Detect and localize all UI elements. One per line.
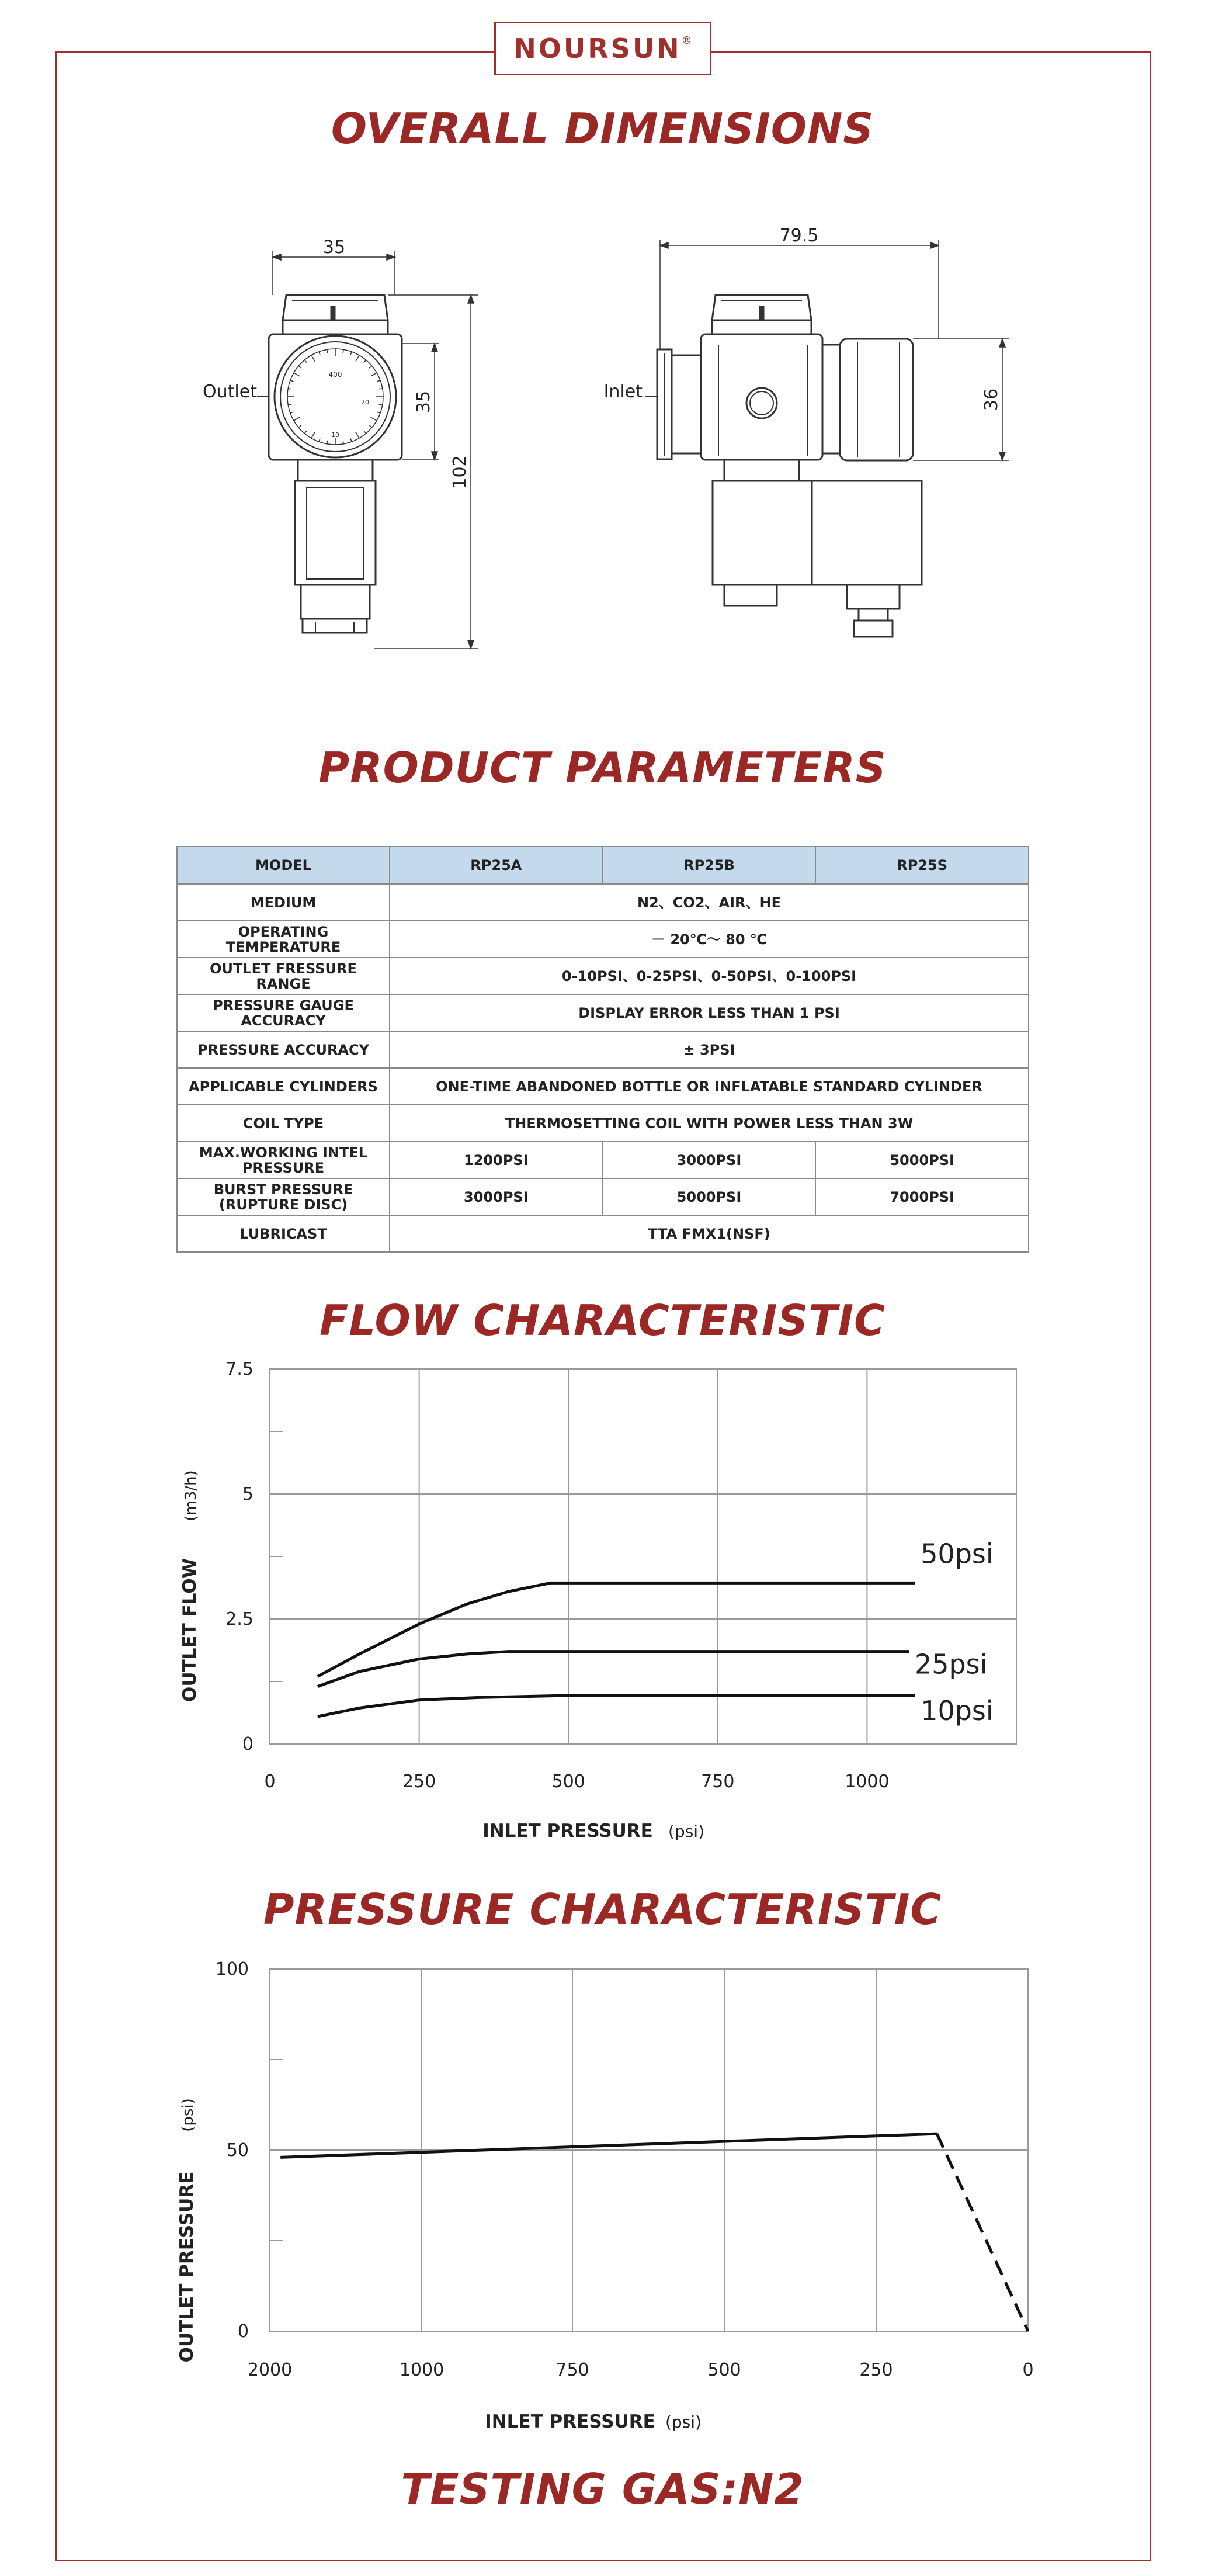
- header-rp25b: RP25B: [603, 847, 816, 884]
- pressure-chart: [0, 1951, 1205, 2432]
- gauge-tick: [327, 349, 328, 353]
- front-width-label: 35: [322, 237, 346, 258]
- pressure-xtick: 250: [859, 2360, 893, 2380]
- header-rp25a: RP25A: [390, 847, 603, 884]
- pressure-xtick: 0: [1022, 2360, 1034, 2380]
- table-row: [177, 884, 1029, 921]
- row-value: N2、CO2、AIR、HE: [390, 884, 1029, 921]
- row-value: ± 3PSI: [390, 1031, 1029, 1068]
- gauge-tick: [288, 404, 291, 405]
- pressure-xtick: 750: [555, 2360, 589, 2380]
- table-row: [177, 1142, 1029, 1178]
- flow-ytick: 2.5: [225, 1609, 253, 1629]
- pressure-xlabel: INLET PRESSURE: [485, 2411, 655, 2432]
- table-row: [177, 958, 1029, 994]
- pressure-series-dashed: [937, 2134, 1028, 2331]
- registered-mark: ®: [681, 34, 692, 47]
- row-value-rp25s: 5000PSI: [815, 1142, 1029, 1178]
- row-label: BURST PRESSURE (RUPTURE DISC): [177, 1178, 390, 1215]
- flow-ytick: 0: [242, 1734, 253, 1755]
- table-row: [177, 1178, 1029, 1215]
- flow-ytick: 5: [242, 1484, 253, 1504]
- flow-plot-frame: [270, 1369, 1016, 1744]
- flow-xtick: 250: [402, 1771, 436, 1792]
- flow-series-label: 50psi: [921, 1538, 994, 1570]
- header-rp25s: RP25S: [815, 847, 1029, 884]
- row-value: ONE-TIME ABANDONED BOTTLE OR INFLATABLE STANDARD CYLINDER: [390, 1068, 1029, 1105]
- row-label: COIL TYPE: [177, 1105, 390, 1142]
- flow-xtick: 0: [264, 1771, 276, 1792]
- row-label: APPLICABLE CYLINDERS: [177, 1068, 390, 1105]
- flow-xtick: 1000: [845, 1771, 890, 1792]
- row-label: OPERATING TEMPERATURE: [177, 921, 390, 958]
- pressure-ytick: 100: [215, 1959, 249, 1979]
- flow-xtick: 750: [701, 1771, 735, 1792]
- row-value: DISPLAY ERROR LESS THAN 1 PSI: [390, 994, 1029, 1031]
- row-label: LUBRICAST: [177, 1215, 390, 1252]
- gauge-tick: [379, 404, 383, 405]
- row-value-rp25a: 3000PSI: [390, 1178, 603, 1215]
- flow-series-10psi: [318, 1696, 915, 1717]
- table-row: [177, 994, 1029, 1031]
- parameters-table: [176, 846, 1029, 1253]
- pressure-ylabel: OUTLET PRESSURE: [176, 2171, 197, 2363]
- brand-name: NOURSUN: [513, 33, 682, 64]
- gauge-scale-400: 400: [328, 370, 342, 379]
- row-value-rp25s: 7000PSI: [815, 1178, 1029, 1215]
- row-value: 0-10PSI、0-25PSI、0-50PSI、0-100PSI: [390, 958, 1029, 994]
- pressure-xunit: (psi): [665, 2412, 702, 2432]
- row-label: OUTLET FRESSURE RANGE: [177, 958, 390, 994]
- pressure-series-solid: [280, 2134, 937, 2157]
- inlet-label: Inlet: [603, 382, 643, 402]
- table-header-row: [177, 847, 1029, 884]
- flow-yunit: (m3/h): [182, 1470, 200, 1521]
- table-row: [177, 1215, 1029, 1252]
- pressure-ytick: 0: [237, 2321, 249, 2342]
- table-row: [177, 1068, 1029, 1105]
- gauge-tick: [327, 441, 328, 444]
- heading-testing-gas: TESTING GAS:N2: [401, 2464, 804, 2513]
- flow-ylabel: OUTLET FLOW: [179, 1558, 200, 1702]
- table-row: [177, 1105, 1029, 1142]
- heading-flow: FLOW CHARACTERISTIC: [320, 1296, 885, 1345]
- flow-ytick: 7.5: [225, 1359, 253, 1379]
- front-total-height-label: 102: [450, 455, 470, 489]
- flow-series-label: 25psi: [914, 1648, 988, 1680]
- front-gauge-height-label: 35: [414, 390, 434, 414]
- flow-series-25psi: [318, 1652, 909, 1687]
- flow-xunit: (psi): [668, 1822, 704, 1841]
- gauge-scale-20: 20: [361, 398, 369, 406]
- side-height-label: 36: [981, 388, 1002, 411]
- row-label: MEDIUM: [177, 884, 390, 921]
- heading-pressure: PRESSURE CHARACTERISTIC: [263, 1885, 942, 1934]
- table-row: [177, 921, 1029, 958]
- header-model: MODEL: [177, 847, 390, 884]
- flow-series-label: 10psi: [921, 1694, 994, 1726]
- pressure-xtick: 2000: [247, 2360, 293, 2380]
- row-label: MAX.WORKING INTEL PRESSURE: [177, 1142, 390, 1178]
- row-value: － 20℃～ 80 ℃: [390, 921, 1029, 958]
- front-view: [257, 295, 402, 633]
- gauge-scale-10: 10: [331, 431, 339, 439]
- brand-logo: [494, 22, 711, 75]
- outlet-label: Outlet: [203, 382, 257, 402]
- table-row: [177, 1031, 1029, 1068]
- pressure-ytick: 50: [226, 2140, 249, 2161]
- row-label: PRESSURE GAUGE ACCURACY: [177, 994, 390, 1031]
- pressure-xtick: 500: [707, 2360, 741, 2380]
- row-label: PRESSURE ACCURACY: [177, 1031, 390, 1068]
- row-value: TTA FMX1(NSF): [390, 1215, 1029, 1252]
- pressure-xtick: 1000: [399, 2360, 445, 2380]
- heading-parameters: PRODUCT PARAMETERS: [318, 743, 887, 792]
- row-value-rp25b: 5000PSI: [603, 1178, 816, 1215]
- pressure-yunit: (psi): [179, 2098, 197, 2132]
- flow-chart: [0, 1355, 1205, 1858]
- row-value: THERMOSETTING COIL WITH POWER LESS THAN 3W: [390, 1105, 1029, 1142]
- heading-dimensions: OVERALL DIMENSIONS: [331, 104, 874, 153]
- flow-xtick: 500: [551, 1771, 585, 1792]
- row-value-rp25a: 1200PSI: [390, 1142, 603, 1178]
- flow-xlabel: INLET PRESSURE: [482, 1821, 653, 1842]
- row-value-rp25b: 3000PSI: [603, 1142, 816, 1178]
- side-view: [645, 295, 922, 637]
- side-width-label: 79.5: [779, 226, 819, 246]
